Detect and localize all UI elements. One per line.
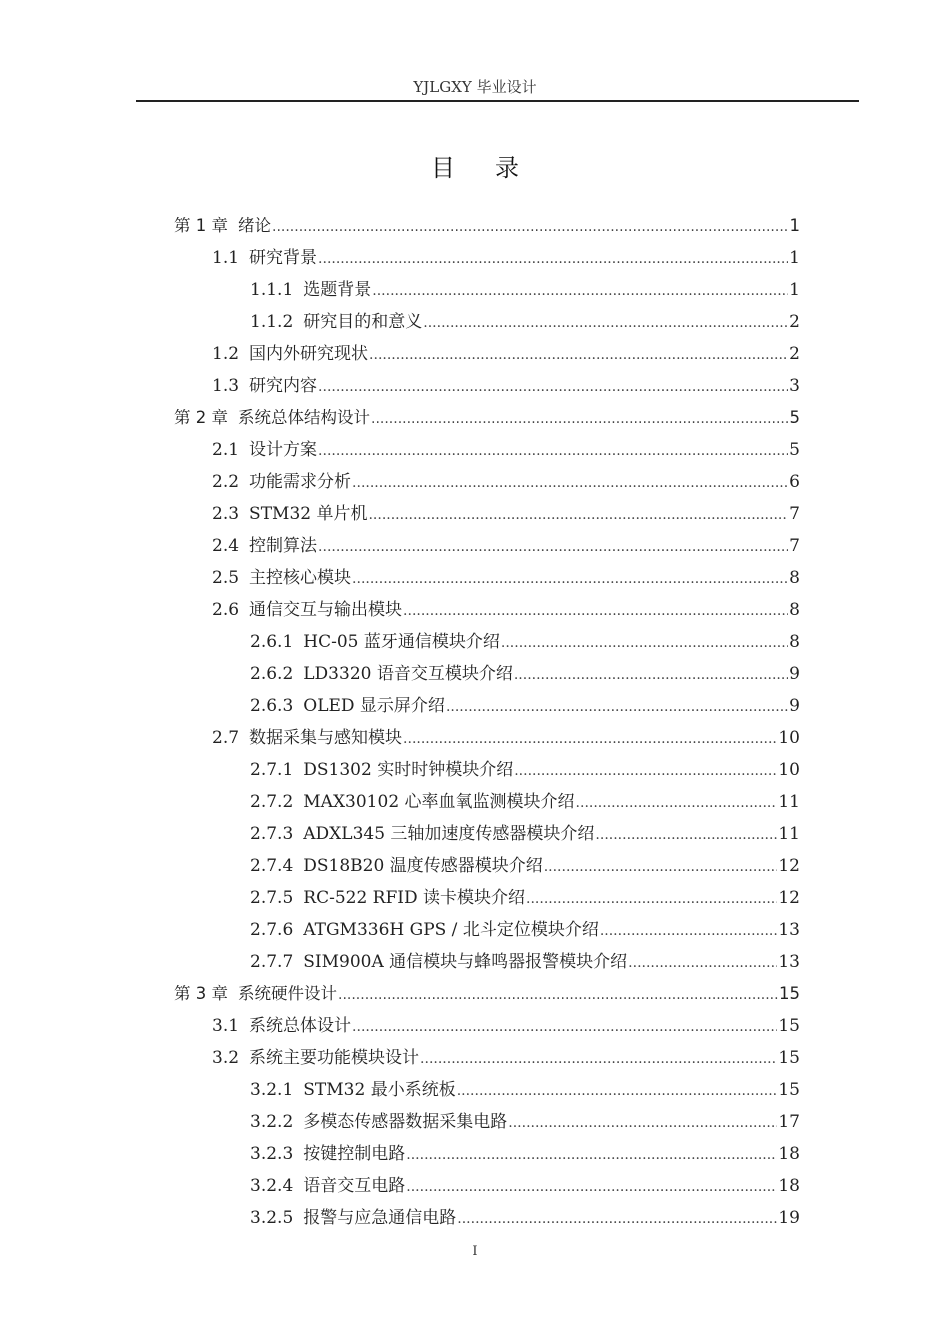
toc-entry-number: 3.2.1 (250, 1080, 294, 1100)
toc-entry[interactable] (174, 818, 800, 850)
toc-entry-number: 2.7 (212, 728, 240, 748)
toc-entry[interactable] (174, 1170, 800, 1202)
toc-dot-leader (600, 915, 778, 947)
toc-entry-page: 9 (789, 664, 800, 684)
toc-entry-number: 1.2 (212, 344, 240, 364)
toc-entry-number: 2.6.3 (250, 696, 294, 716)
toc-entry-number: 2.7.4 (250, 856, 294, 876)
toc-entry-page: 7 (789, 536, 800, 556)
toc-dot-leader (352, 563, 788, 595)
toc-entry-title: 研究背景 (249, 248, 318, 268)
toc-entry-page: 3 (789, 376, 800, 396)
toc-dot-leader (423, 307, 788, 339)
toc-dot-leader (338, 979, 778, 1011)
toc-entry-number: 2.4 (212, 536, 240, 556)
toc-dot-leader (403, 595, 788, 627)
toc-entry-page: 10 (778, 728, 800, 748)
toc-entry-number: 2.7.2 (250, 792, 294, 812)
toc-entry[interactable] (174, 1202, 800, 1234)
toc-entry-page: 12 (778, 888, 800, 908)
toc-entry-page: 18 (778, 1176, 800, 1196)
toc-entry-number: 2.6 (212, 600, 240, 620)
toc-title: 目录 (431, 154, 559, 182)
toc-dot-leader (352, 467, 788, 499)
toc-dot-leader (318, 243, 788, 275)
toc-dot-leader (526, 883, 777, 915)
toc-entry-number: 2.7.3 (250, 824, 294, 844)
toc-entry-page: 18 (778, 1144, 800, 1164)
toc-entry-title: STM32 最小系统板 (303, 1080, 456, 1100)
toc-entry-number: 1.1.2 (250, 312, 294, 332)
toc-entry-title: DS18B20 温度传感器模块介绍 (303, 856, 543, 876)
toc-entry-page: 15 (778, 1016, 800, 1036)
toc-entry-title: 按键控制电路 (303, 1144, 406, 1164)
toc-entry-title: 系统总体设计 (249, 1016, 352, 1036)
toc-entry-title: HC-05 蓝牙通信模块介绍 (303, 632, 500, 652)
toc-entry-number: 3.2.2 (250, 1112, 294, 1132)
header-rule (136, 100, 859, 102)
toc-entry-page: 9 (789, 696, 800, 716)
toc-dot-leader (514, 755, 777, 787)
toc-entry-number: 第 1 章 (174, 216, 228, 235)
toc-entry-title: 语音交互电路 (303, 1176, 406, 1196)
toc-dot-leader (457, 1203, 777, 1235)
toc-entry[interactable] (174, 786, 800, 818)
toc-entry-page: 11 (778, 792, 800, 812)
toc-entry-page: 17 (778, 1112, 800, 1132)
toc-entry-title: 国内外研究现状 (249, 344, 369, 364)
toc-entry-page: 1 (789, 280, 800, 300)
toc-entry-title: SIM900A 通信模块与蜂鸣器报警模块介绍 (303, 952, 628, 972)
toc-entry[interactable] (174, 466, 800, 498)
toc-entry[interactable] (174, 338, 800, 370)
toc-entry-number: 2.7.6 (250, 920, 294, 940)
toc-dot-leader (406, 1171, 777, 1203)
toc-entry-page: 2 (789, 312, 800, 332)
toc-entry-title: DS1302 实时时钟模块介绍 (303, 760, 514, 780)
toc-entry[interactable] (174, 242, 800, 274)
toc-entry-page: 8 (789, 632, 800, 652)
toc-entry[interactable] (174, 1106, 800, 1138)
toc-entry-number: 3.2.4 (250, 1176, 294, 1196)
toc-entry[interactable] (174, 594, 800, 626)
toc-entry[interactable] (174, 754, 800, 786)
toc-entry-title: OLED 显示屏介绍 (303, 696, 445, 716)
toc-entry-page: 11 (778, 824, 800, 844)
toc-dot-leader (403, 723, 777, 755)
toc-entry[interactable] (174, 274, 800, 306)
page-number: I (472, 1244, 478, 1259)
toc-entry-number: 2.3 (212, 504, 240, 524)
toc-entry-title: 选题背景 (303, 280, 372, 300)
toc-entry[interactable] (174, 306, 800, 338)
toc-entry-page: 6 (789, 472, 800, 492)
toc-dot-leader (420, 1043, 777, 1075)
toc-entry-number: 1.3 (212, 376, 240, 396)
toc-entry-number: 2.6.1 (250, 632, 294, 652)
toc-entry-title: 设计方案 (249, 440, 318, 460)
table-of-contents (174, 210, 800, 1234)
toc-entry-title: 多模态传感器数据采集电路 (303, 1112, 508, 1132)
toc-entry-title: 功能需求分析 (249, 472, 352, 492)
toc-entry[interactable] (174, 370, 800, 402)
toc-entry-title: 系统主要功能模块设计 (249, 1048, 420, 1068)
toc-entry-title: 控制算法 (249, 536, 318, 556)
toc-entry-title: STM32 单片机 (249, 504, 368, 524)
toc-entry-page: 1 (789, 216, 800, 235)
toc-dot-leader (352, 1011, 777, 1043)
toc-dot-leader (318, 435, 788, 467)
toc-dot-leader (406, 1139, 777, 1171)
toc-entry-title: 研究内容 (249, 376, 318, 396)
toc-entry-number: 1.1.1 (250, 280, 294, 300)
toc-entry-page: 12 (778, 856, 800, 876)
toc-entry[interactable] (174, 402, 800, 434)
toc-entry-title: MAX30102 心率血氧监测模块介绍 (303, 792, 575, 812)
toc-entry[interactable] (174, 1138, 800, 1170)
toc-entry-title: ADXL345 三轴加速度传感器模块介绍 (303, 824, 595, 844)
toc-entry[interactable] (174, 562, 800, 594)
toc-entry-page: 15 (779, 984, 800, 1003)
toc-entry-number: 2.2 (212, 472, 240, 492)
toc-dot-leader (457, 1075, 778, 1107)
toc-entry[interactable] (174, 1010, 800, 1042)
toc-entry-page: 15 (778, 1080, 800, 1100)
toc-entry-page: 13 (778, 952, 800, 972)
toc-dot-leader (508, 1107, 777, 1139)
toc-entry-number: 3.2.3 (250, 1144, 294, 1164)
toc-entry-number: 第 2 章 (174, 408, 228, 427)
toc-dot-leader (368, 499, 788, 531)
toc-entry-title: 系统硬件设计 (238, 984, 337, 1003)
toc-entry-title: LD3320 语音交互模块介绍 (303, 664, 513, 684)
toc-dot-leader (446, 691, 788, 723)
toc-entry-title: ATGM336H GPS / 北斗定位模块介绍 (303, 920, 599, 940)
toc-entry-page: 8 (789, 568, 800, 588)
toc-entry[interactable] (174, 914, 800, 946)
toc-entry[interactable] (174, 946, 800, 978)
toc-entry-number: 2.7.1 (250, 760, 294, 780)
toc-entry-page: 7 (789, 504, 800, 524)
toc-entry[interactable] (174, 626, 800, 658)
toc-dot-leader (318, 531, 788, 563)
toc-dot-leader (372, 275, 788, 307)
toc-entry[interactable] (174, 530, 800, 562)
toc-entry-title: 通信交互与输出模块 (249, 600, 403, 620)
toc-dot-leader (369, 339, 788, 371)
toc-entry-title: 数据采集与感知模块 (249, 728, 403, 748)
toc-entry-number: 2.5 (212, 568, 240, 588)
toc-entry-number: 1.1 (212, 248, 240, 268)
toc-entry-title: RC-522 RFID 读卡模块介绍 (303, 888, 526, 908)
toc-entry-title: 研究目的和意义 (303, 312, 423, 332)
toc-entry[interactable] (174, 434, 800, 466)
toc-entry[interactable] (174, 882, 800, 914)
toc-entry-number: 2.7.5 (250, 888, 294, 908)
toc-entry-page: 8 (789, 600, 800, 620)
toc-entry-page: 5 (789, 440, 800, 460)
toc-entry-title: 报警与应急通信电路 (303, 1208, 457, 1228)
toc-dot-leader (544, 851, 778, 883)
toc-dot-leader (272, 211, 789, 243)
toc-entry[interactable] (174, 498, 800, 530)
toc-entry[interactable] (174, 210, 800, 242)
toc-entry-number: 2.7.7 (250, 952, 294, 972)
toc-entry-page: 13 (778, 920, 800, 940)
toc-entry[interactable] (174, 978, 800, 1010)
toc-entry-page: 1 (789, 248, 800, 268)
toc-dot-leader (501, 627, 788, 659)
toc-entry[interactable] (174, 722, 800, 754)
toc-dot-leader (371, 403, 789, 435)
toc-dot-leader (628, 947, 777, 979)
toc-entry-page: 5 (789, 408, 800, 427)
toc-entry-page: 19 (778, 1208, 800, 1228)
toc-entry[interactable] (174, 690, 800, 722)
toc-entry-number: 3.1 (212, 1016, 240, 1036)
toc-entry-number: 第 3 章 (174, 984, 228, 1003)
toc-entry-number: 3.2 (212, 1048, 240, 1068)
toc-entry-number: 2.1 (212, 440, 240, 460)
toc-dot-leader (576, 787, 778, 819)
toc-dot-leader (595, 819, 777, 851)
toc-entry-page: 2 (789, 344, 800, 364)
toc-entry[interactable] (174, 850, 800, 882)
toc-entry-title: 绪论 (238, 216, 271, 235)
toc-entry-page: 10 (778, 760, 800, 780)
toc-entry-title: 系统总体结构设计 (238, 408, 370, 427)
toc-entry[interactable] (174, 658, 800, 690)
toc-entry[interactable] (174, 1042, 800, 1074)
toc-entry-title: 主控核心模块 (249, 568, 352, 588)
toc-entry[interactable] (174, 1074, 800, 1106)
toc-entry-page: 15 (778, 1048, 800, 1068)
toc-dot-leader (514, 659, 788, 691)
toc-dot-leader (318, 371, 788, 403)
toc-entry-number: 2.6.2 (250, 664, 294, 684)
running-header: YJLGXY 毕业设计 (413, 78, 537, 96)
toc-entry-number: 3.2.5 (250, 1208, 294, 1228)
